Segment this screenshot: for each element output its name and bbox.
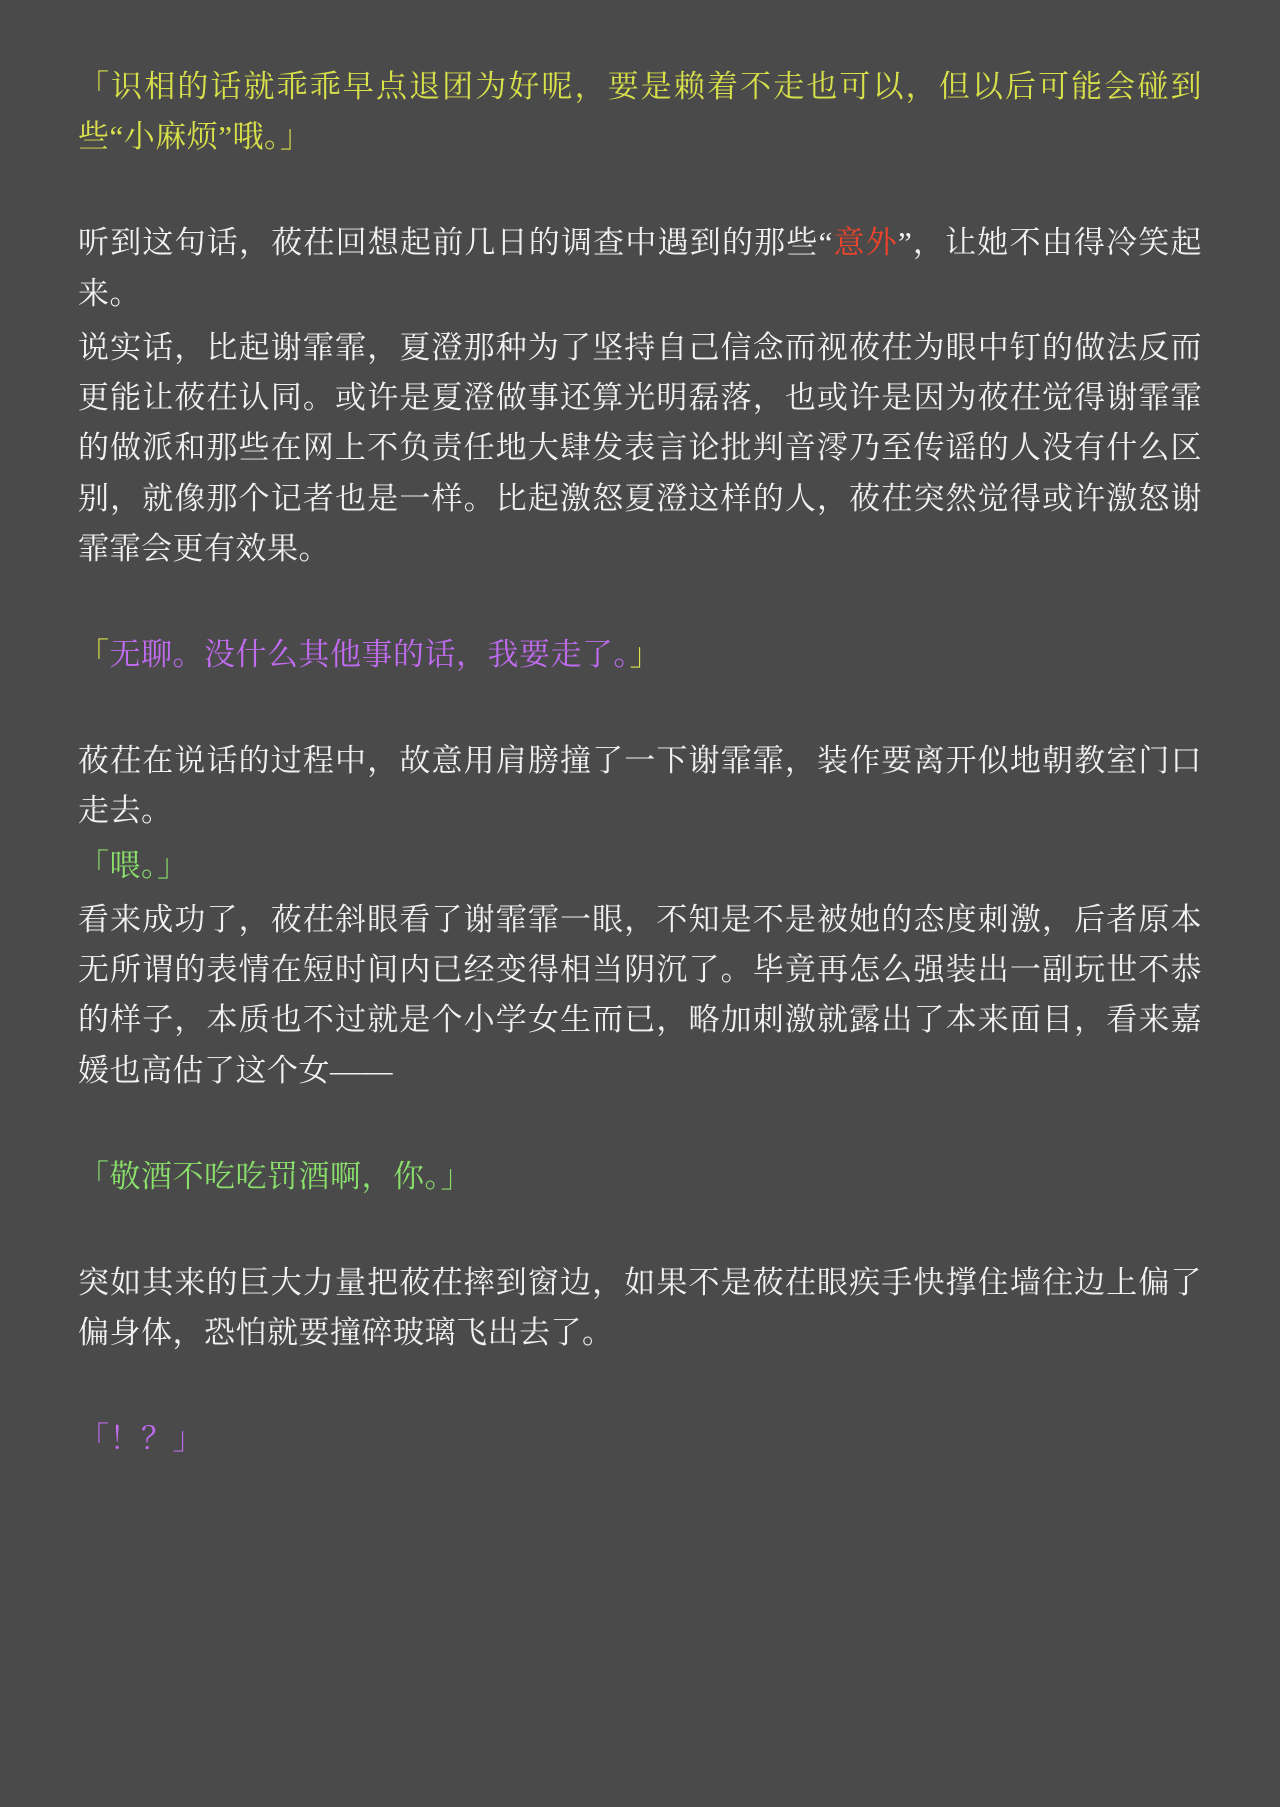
narration-1-highlight: 意外 — [832, 225, 898, 261]
dialogue-line-purple-2: 「！？」 — [78, 1421, 204, 1457]
dialogue-line-green-2: 「敬酒不吃吃罚酒啊，你。」 — [78, 1158, 472, 1194]
paragraph-spacer — [78, 162, 1202, 218]
narration-paragraph-1 — [78, 218, 1202, 318]
dialogue-open-bracket: 「 — [78, 636, 110, 672]
paragraph-spacer — [78, 1096, 1202, 1152]
paragraph-spacer — [78, 680, 1202, 736]
narration-paragraph-5: 突如其来的巨大力量把莜茌摔到窗边，如果不是莜茌眼疾手快撑住墙往边上偏了偏身体，恐怕就要撞碎玻璃飞出去了。 — [78, 1264, 1202, 1351]
paragraph-spacer — [78, 574, 1202, 630]
dialogue-line-purple-1 — [78, 630, 1202, 680]
dialogue-close-bracket: 」 — [629, 636, 661, 672]
paragraph-spacer — [78, 1202, 1202, 1258]
paragraph-spacer — [78, 1358, 1202, 1414]
dialogue-purple-1-text: 无聊。没什么其他事的话，我要走了。 — [109, 636, 630, 672]
narration-paragraph-2: 说实话，比起谢霏霏，夏澄那种为了坚持自己信念而视莜茌为眼中钉的做法反而更能让莜茌认同。或许是夏澄做事还算光明磊落，也或许是因为莜茌觉得谢霏霏的做派和那些在网上不负责任地大肆发表言论批判音澪乃至传谣的人没有什么区别，就像那个记者也是一样。比起激怒夏澄这样的人，莜茌突然觉得或许激怒谢霏霏会更有效果。 — [78, 329, 1202, 566]
narration-1-tail: ”，让她不由得冷笑起来。 — [78, 225, 1203, 311]
narration-paragraph-4: 看来成功了，莜茌斜眼看了谢霏霏一眼，不知是不是被她的态度刺激，后者原本无所谓的表情在短时间内已经变得相当阴沉了。毕竟再怎么强装出一副玩世不恭的样子，本质也不过就是个小学女生而已，略加刺激就露出了本来面目，看来嘉媛也高估了这个女—— — [78, 901, 1202, 1088]
dialogue-line-green-1: 「喂。」 — [78, 847, 189, 883]
dialogue-line-yellow-1: 「识相的话就乖乖早点退团为好呢，要是赖着不走也可以，但以后可能会碰到些“小麻烦”哦。」 — [78, 69, 1202, 155]
narration-1-lead: 听到这句话，莜茌回想起前几日的调查中遇到的那些“ — [78, 225, 833, 261]
narration-paragraph-3: 莜茌在说话的过程中，故意用肩膀撞了一下谢霏霏，装作要离开似地朝教室门口走去。 — [78, 743, 1202, 829]
